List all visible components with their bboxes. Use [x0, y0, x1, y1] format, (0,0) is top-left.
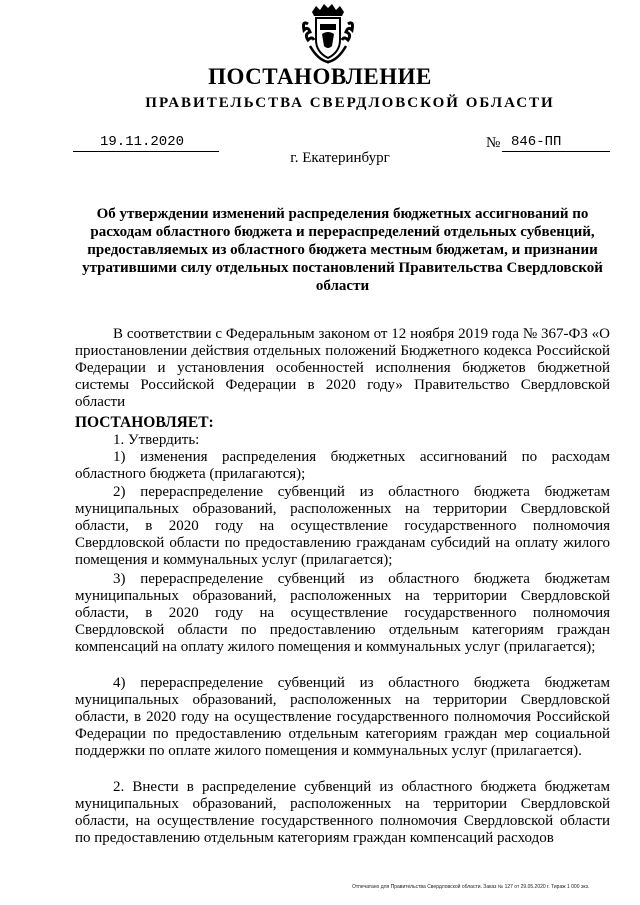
- decree-word: ПОСТАНОВЛЯЕТ:: [75, 414, 214, 431]
- document-date: 19.11.2020: [100, 134, 185, 150]
- coat-of-arms-icon: [300, 2, 356, 64]
- document-number: 846-ПП: [511, 134, 562, 150]
- number-label: №: [486, 135, 501, 151]
- item-1-1: 1) изменения распределения бюджетных ассигнований по расходам областного бюджета (прилагаются);: [75, 449, 610, 483]
- item-1-2: 2) перераспределение субвенций из областного бюджета бюджетам муниципальных образований, расположенных на территории Свердловской области, в 2020 году на осуществление государственного полномочия Свердловской области по предоставлению гражданам субсидий на оплату жилого помещения и коммунальных услуг (прилагается);: [75, 484, 610, 569]
- city: г. Екатеринбург: [290, 150, 390, 166]
- item-1-4: 4) перераспределение субвенций из областного бюджета бюджетам муниципальных образований, расположенных на территории Свердловской области, в 2020 году на осуществление государственного полномочия Российской Федерации по предоставлению отдельным категориям граждан мер социальной поддержки по оплате жилого помещения и коммунальных услуг (прилагается).: [75, 675, 610, 760]
- item-1: 1. Утвердить:: [113, 432, 200, 448]
- print-footer: Отпечатано для Правительства Свердловской области. Заказ № 127 от 29.05.2020 г. Тираж 1 000 экз.: [352, 884, 590, 890]
- page-title: ПОСТАНОВЛЕНИЕ: [208, 64, 432, 89]
- document-title: Об утверждении изменений распределения бюджетных ассигнований по расходам областного бюджета и перераспределений отдельных субвенций, предоставляемых из областного бюджета местным бюджетам, и признании утратившими силу отдельных постановлений Правительства Свердловской области: [82, 206, 603, 294]
- item-2: 2. Внести в распределение субвенций из областного бюджета бюджетам муниципальных образований, расположенных на территории Свердловской области, на осуществление государственного полномочия Свердловской области по предоставлению отдельным категориям граждан компенсаций расходов: [75, 779, 610, 847]
- item-1-3: 3) перераспределение субвенций из областного бюджета бюджетам муниципальных образований, расположенных на территории Свердловской области, в 2020 году на осуществление государственного полномочия Свердловской области по предоставлению отдельным категориям граждан компенсаций на оплату жилого помещения и коммунальных услуг (прилагается);: [75, 571, 610, 656]
- page-subtitle: ПРАВИТЕЛЬСТВА СВЕРДЛОВСКОЙ ОБЛАСТИ: [145, 95, 555, 111]
- paragraph-preamble: В соответствии с Федеральным законом от 12 ноября 2019 года № 367-ФЗ «О приостановлении действия отдельных положений Бюджетного кодекса Российской Федерации и установления особенностей исполнения бюджетов бюджетной системы Российской Федерации в 2020 году» Правительство Свердловской области: [75, 326, 610, 411]
